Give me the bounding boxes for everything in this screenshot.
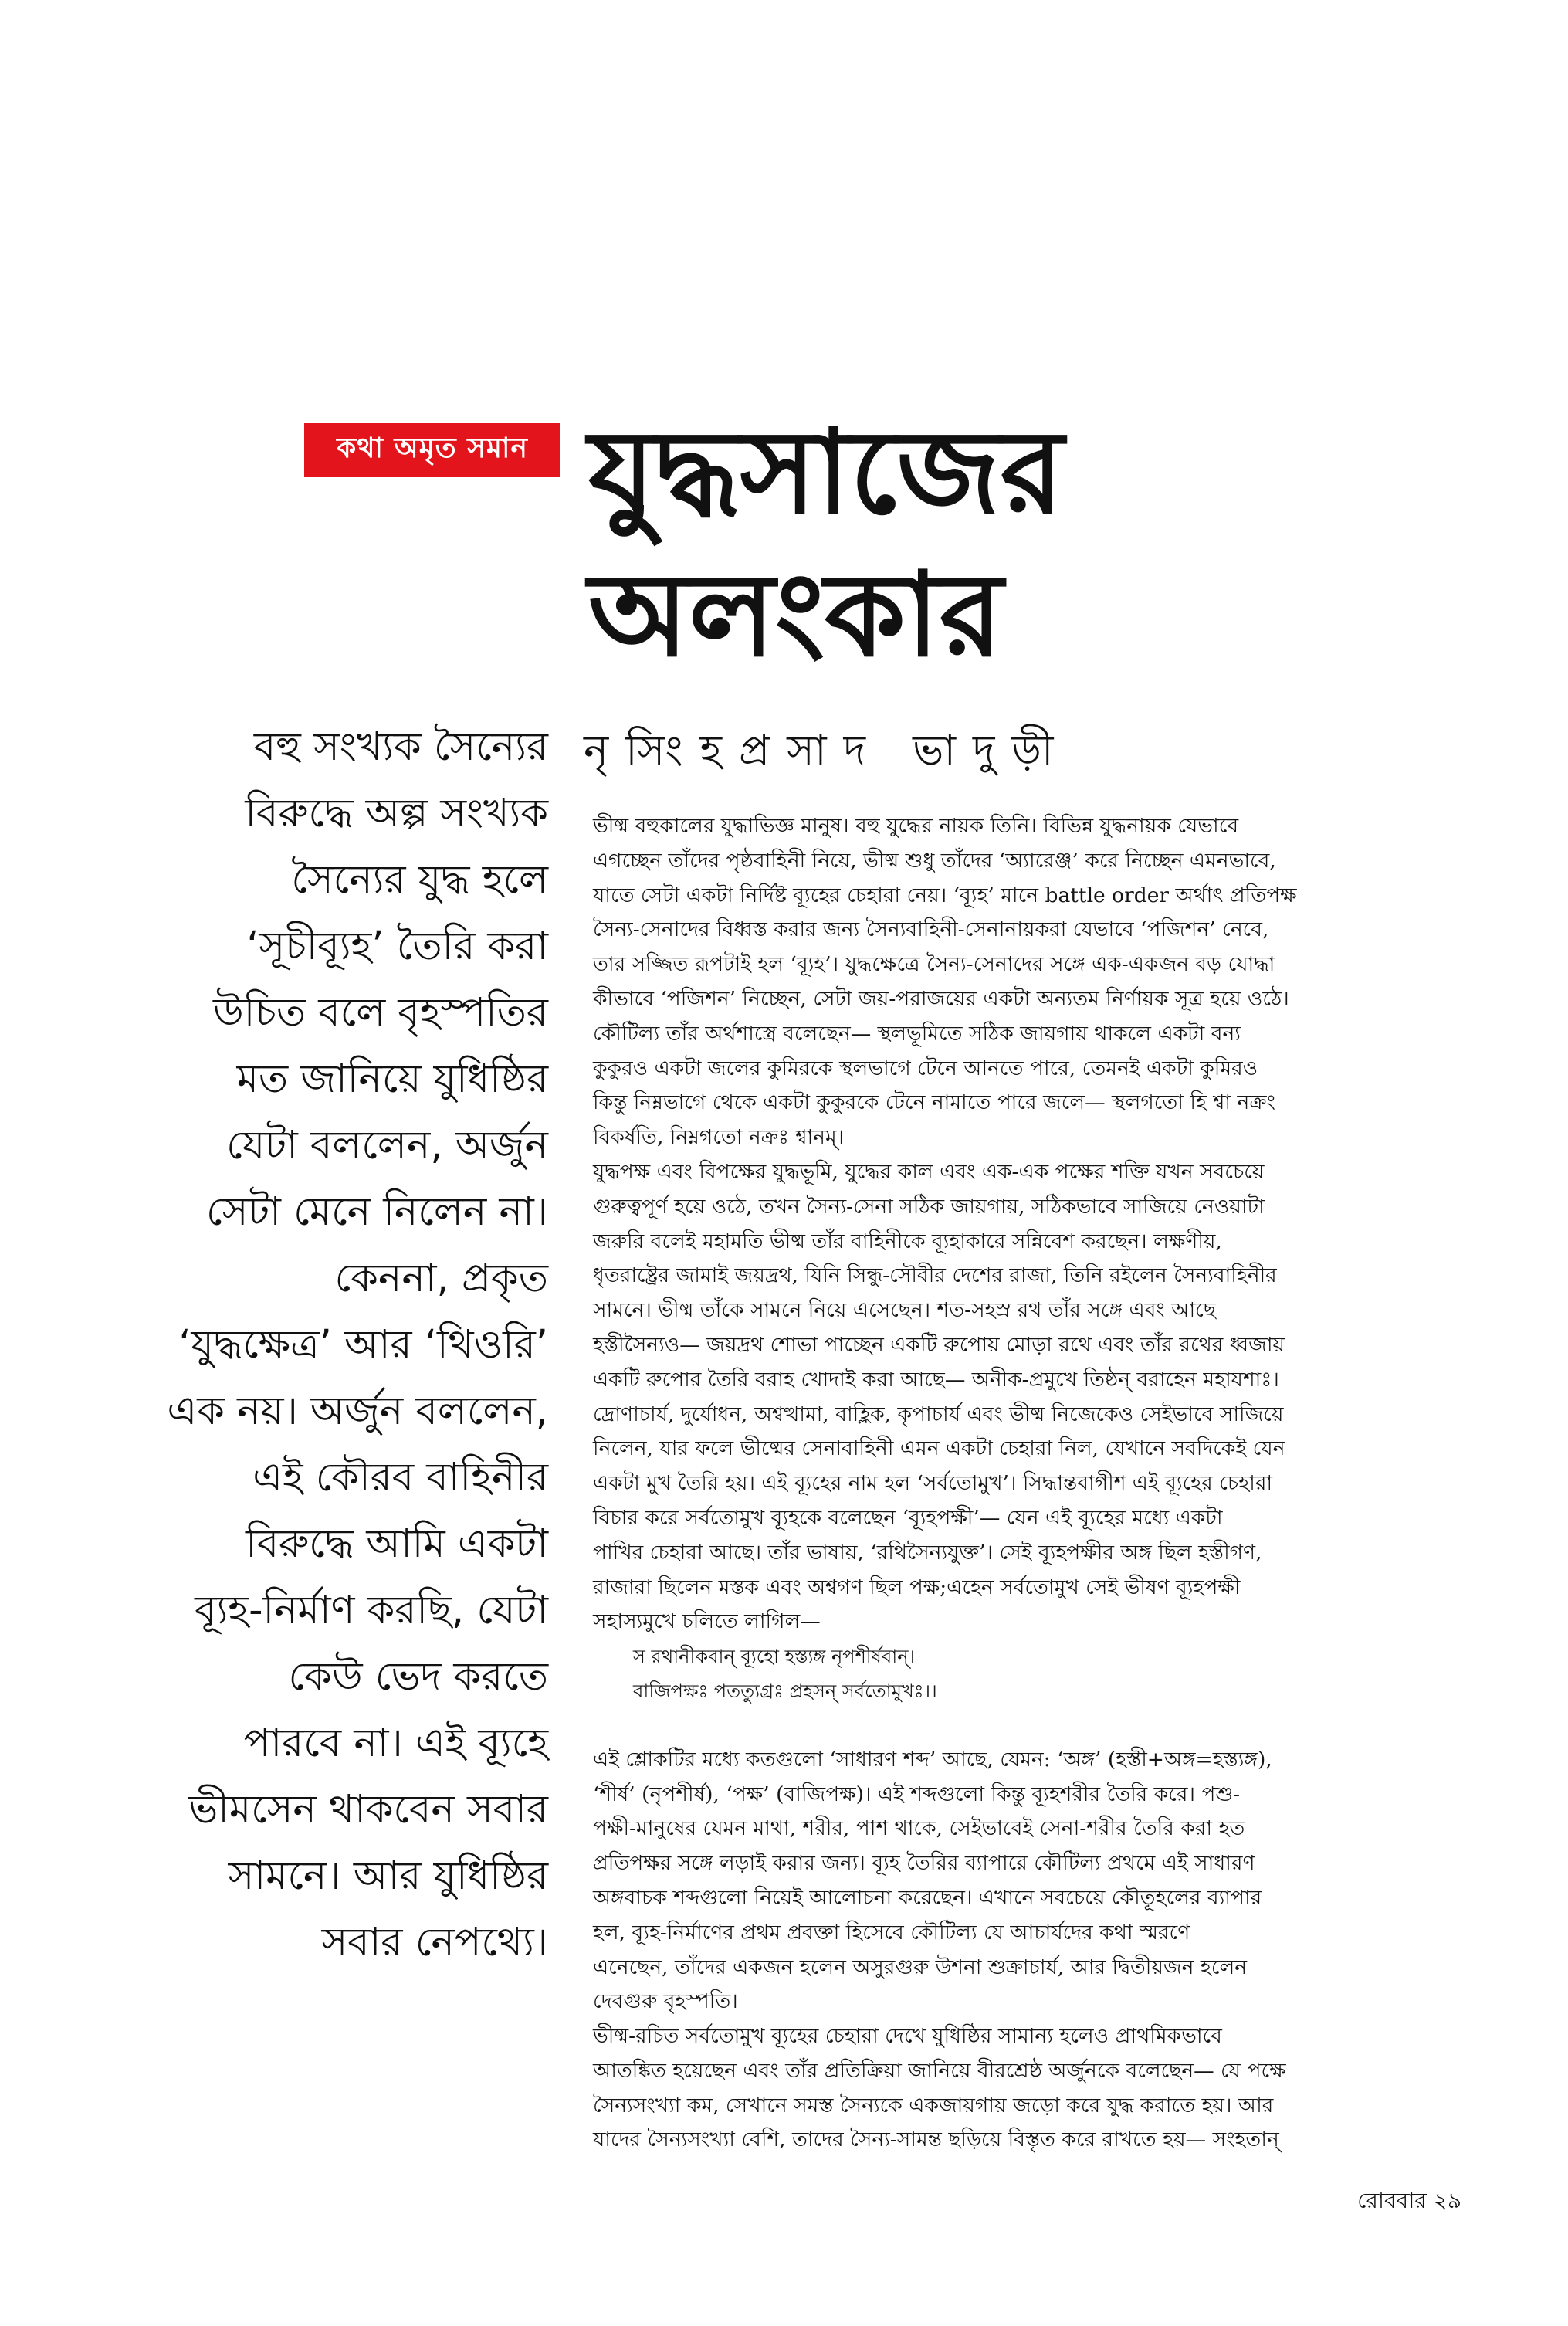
body-line: সহাস্যমুখে চলিতে লাগিল— <box>593 1609 821 1634</box>
pull-quote-line: সবার নেপথ্যে। <box>321 1920 548 1965</box>
pull-quote-line: বহু সংখ্যক সৈন্যের <box>253 724 548 770</box>
body-line: ‘শীর্ষ’ (নৃপশীর্ষ), ‘পক্ষ’ (বাজিপক্ষ)। এই শব্দগুলো কিন্তু ব্যূহশরীর তৈরি করে। পশু- <box>593 1782 1241 1806</box>
title-line: অলংকার <box>588 548 1004 683</box>
body-line: অঙ্গবাচক শব্দগুলো নিয়েই আলোচনা করেছেন। এখানে সবচেয়ে কৌতূহলের ব্যাপার <box>593 1885 1262 1910</box>
body-line: এগচ্ছেন তাঁদের পৃষ্ঠবাহিনী নিয়ে, ভীষ্ম শুধু তাঁদের ‘অ্যারেঞ্জ’ করে নিচ্ছেন এমনভাবে, <box>593 848 1276 873</box>
body-line: কিন্তু নিম্নভাগে থেকে একটা কুকুরকে টেনে নামাতে পারে জলে— স্থলগতো হি শ্বা নক্রং <box>593 1090 1275 1115</box>
pull-quote-line: পারবে না। এই ব্যূহে <box>243 1721 548 1766</box>
body-line: কৌটিল্য তাঁর অর্থশাস্ত্রে বলেছেন— স্থলভূমিতে সঠিক জায়গায় থাকলে একটা বন্য <box>593 1021 1241 1046</box>
body-line: জরুরি বলেই মহামতি ভীষ্ম তাঁর বাহিনীকে ব্যূহাকারে সন্নিবেশ করছেন। লক্ষণীয়, <box>593 1229 1222 1253</box>
body-line: বিকর্ষতি, নিম্নগতো নক্রঃ শ্বানম্। <box>593 1125 845 1150</box>
body-line: বিচার করে সর্বতোমুখ ব্যূহকে বলেছেন ‘ব্যূহপক্ষী’— যেন এই ব্যূহের মধ্যে একটা <box>593 1505 1223 1530</box>
body-line: একটি রুপোর তৈরি বরাহ খোদাই করা আছে— অনীক-প্রমুখে তিষ্ঠন্ বরাহেন মহাযশাঃ। <box>593 1367 1279 1392</box>
pull-quote-line: মত জানিয়ে যুধিষ্ঠির <box>236 1056 548 1102</box>
body-line: প্রতিপক্ষর সঙ্গে লড়াই করার জন্য। ব্যূহ তৈরির ব্যাপারে কৌটিল্য প্রথমে এই সাধারণ <box>593 1851 1255 1876</box>
pull-quote-line: কেউ ভেদ করতে <box>288 1654 548 1700</box>
body-line: আতঙ্কিত হয়েছেন এবং তাঁর প্রতিক্রিয়া জানিয়ে বীরশ্রেষ্ঠ অর্জুনকে বলেছেন— যে পক্ষে <box>593 2058 1286 2083</box>
pull-quote-line: ব্যূহ-নির্মাণ করছি, যেটা <box>195 1588 548 1633</box>
pull-quote-line: ‘যুদ্ধক্ষেত্র’ আর ‘থিওরি’ <box>178 1322 548 1368</box>
pull-quote-line: বিরুদ্ধে আমি একটা <box>246 1521 548 1567</box>
pull-quote-line: এই কৌরব বাহিনীর <box>252 1455 548 1500</box>
body-line: যুদ্ধপক্ষ এবং বিপক্ষের যুদ্ধভূমি, যুদ্ধের কাল এবং এক-এক পক্ষের শক্তি যখন সবচেয়ে <box>593 1159 1265 1184</box>
pull-quote-line: উচিত বলে বৃহস্পতির <box>213 990 548 1036</box>
pull-quote-line: ভীমসেন থাকবেন সবার <box>188 1787 548 1833</box>
shloka-line: স রথানীকবান্ ব্যূহো হস্ত্যঙ্গ নৃপশীর্ষবান্। <box>633 1646 916 1668</box>
article-title <box>588 402 1360 687</box>
body-line: এনেছেন, তাঁদের একজন হলেন অসুরগুরু উশনা শুক্রাচার্য, আর দ্বিতীয়জন হলেন <box>593 1955 1248 1979</box>
body-line: কুকুরও একটা জলের কুমিরকে স্থলভাগে টেনে আনতে পারে, তেমনই একটা কুমিরও <box>593 1056 1258 1080</box>
body-line: নিলেন, যার ফলে ভীষ্মের সেনাবাহিনী এমন একটা চেহারা নিল, যেখানে সবদিকেই যেন <box>593 1436 1285 1461</box>
shloka-line: বাজিপক্ষঃ পতত্যুগ্রঃ প্রহসন্ সর্বতোমুখঃ।। <box>633 1680 937 1702</box>
body-line: পাখির চেহারা আছে। তাঁর ভাষায়, ‘রথিসৈন্যযুক্ত’। সেই ব্যূহপক্ষীর অঙ্গ ছিল হস্তীগণ, <box>593 1540 1262 1565</box>
pull-quote <box>139 714 548 1976</box>
body-line: দেবগুরু বৃহস্পতি। <box>593 1989 738 2014</box>
pull-quote-line: ‘সূচীব্যূহ’ তৈরি করা <box>246 924 548 969</box>
section-tag: কথা অমৃত সমান <box>304 423 560 477</box>
pull-quote-line: সামনে। আর যুধিষ্ঠির <box>228 1853 548 1899</box>
body-line: কীভাবে ‘পজিশন’ নিচ্ছেন, সেটা জয়-পরাজয়ের একটা অন্যতম নির্ণায়ক সূত্র হয়ে ওঠে। <box>593 986 1289 1011</box>
pull-quote-line: যেটা বললেন, অর্জুন <box>226 1123 548 1168</box>
body-line: সৈন্য-সেনাদের বিধ্বস্ত করার জন্য সৈন্যবাহিনী-সেনানায়করা যেভাবে ‘পজিশন’ নেবে, <box>593 917 1269 942</box>
body-line: সামনে। ভীষ্ম তাঁকে সামনে নিয়ে এসেছেন। শত-সহস্র রথ তাঁর সঙ্গে এবং আছে <box>593 1298 1216 1323</box>
article-body <box>593 809 1454 2158</box>
body-line: হস্তীসৈন্যও— জয়দ্রথ শোভা পাচ্ছেন একটি রুপোয় মোড়া রথে এবং তাঁর রথের ধ্বজায় <box>593 1332 1285 1357</box>
title-line: যুদ্ধসাজের <box>588 405 1064 540</box>
pull-quote-line: সৈন্যের যুদ্ধ হলে <box>291 857 548 903</box>
body-line: রাজারা ছিলেন মস্তক এবং অশ্বগণ ছিল পক্ষ;এহেন সর্বতোমুখ সেই ভীষণ ব্যূহপক্ষী <box>593 1575 1241 1599</box>
author-byline: নৃসিংহপ্রসাদ ভাদুড়ী <box>584 726 1071 775</box>
body-line: একটা মুখ তৈরি হয়। এই ব্যূহের নাম হল ‘সর্বতোমুখ’। সিদ্ধান্তবাগীশ এই ব্যূহের চেহারা <box>593 1471 1273 1496</box>
body-line: ভীষ্ম-রচিত সর্বতোমুখ ব্যূহের চেহারা দেখে যুধিষ্ঠির সামান্য হলেও প্রাথমিকভাবে <box>593 2024 1222 2049</box>
body-line: গুরুত্বপূর্ণ হয়ে ওঠে, তখন সৈন্য-সেনা সঠিক জায়গায়, সঠিকভাবে সাজিয়ে নেওয়াটা <box>593 1194 1265 1219</box>
paragraph-gap <box>593 1709 1454 1743</box>
body-line: ভীষ্ম বহুকালের যুদ্ধাভিজ্ঞ মানুষ। বহু যুদ্ধের নায়ক তিনি। বিভিন্ন যুদ্ধনায়ক যেভাবে <box>593 814 1239 838</box>
pull-quote-line: এক নয়। অর্জুন বললেন, <box>167 1388 548 1434</box>
body-line: তার সজ্জিত রূপটাই হল ‘ব্যূহ’। যুদ্ধক্ষেত্রে সৈন্য-সেনাদের সঙ্গে এক-একজন বড় যোদ্ধা <box>593 952 1275 977</box>
body-line: পক্ষী-মানুষের যেমন মাথা, শরীর, পাশ থাকে, সেইভাবেই সেনা-শরীর তৈরি করা হত <box>593 1816 1245 1841</box>
body-line: যাদের সৈন্যসংখ্যা বেশি, তাদের সৈন্য-সামন্ত ছড়িয়ে বিস্তৃত করে রাখতে হয়— সংহতান্ <box>593 2128 1279 2152</box>
body-line: ধৃতরাষ্ট্রের জামাই জয়দ্রথ, যিনি সিন্ধু-সৌবীর দেশের রাজা, তিনি রইলেন সৈন্যবাহিনীর <box>593 1263 1277 1288</box>
pull-quote-line: সেটা মেনে নিলেন না। <box>206 1189 548 1235</box>
body-line: হল, ব্যূহ-নির্মাণের প্রথম প্রবক্তা হিসেবে কৌটিল্য যে আচার্যদের কথা স্মরণে <box>593 1920 1190 1945</box>
page-footer: রোববার ২৯ <box>1357 2188 1461 2213</box>
body-line: যাতে সেটা একটা নির্দিষ্ট ব্যূহের চেহারা নেয়। ‘ব্যূহ’ মানে battle order অর্থাৎ প্রতিপক্ষ <box>593 883 1297 907</box>
body-line: সৈন্যসংখ্যা কম, সেখানে সমস্ত সৈন্যকে একজায়গায় জড়ো করে যুদ্ধ করাতে হয়। আর <box>593 2093 1274 2117</box>
body-line: এই শ্লোকটির মধ্যে কতগুলো ‘সাধারণ শব্দ’ আছে, যেমন: ‘অঙ্গ’ (হস্তী+অঙ্গ=হস্ত্যঙ্গ), <box>593 1747 1272 1772</box>
pull-quote-line: কেননা, প্রকৃত <box>334 1256 548 1301</box>
pull-quote-line: বিরুদ্ধে অল্প সংখ্যক <box>245 791 548 836</box>
body-line: দ্রোণাচার্য, দুর্যোধন, অশ্বত্থামা, বাহ্লিক, কৃপাচার্য এবং ভীষ্ম নিজেকেও সেইভাবে সাজিয়ে <box>593 1402 1284 1426</box>
